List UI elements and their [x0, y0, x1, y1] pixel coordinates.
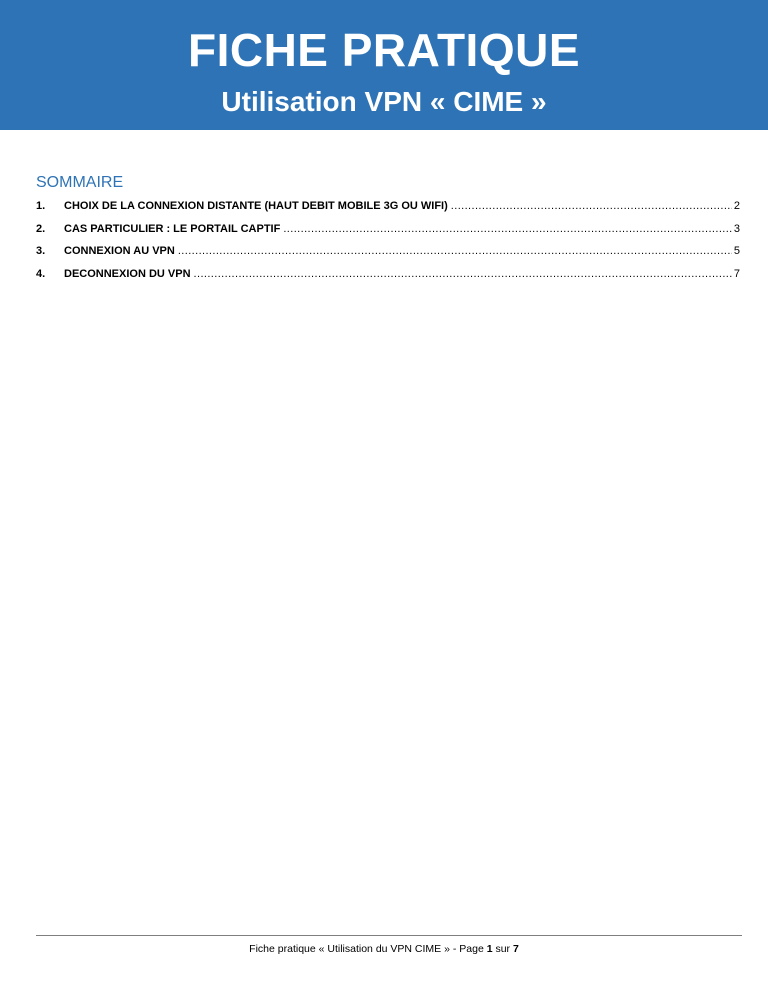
- toc-entry-page: 3: [733, 222, 740, 235]
- toc-entry-label: DECONNEXION DU VPN: [64, 267, 191, 280]
- document-subtitle: Utilisation VPN « CIME »: [221, 86, 547, 117]
- toc-entry-4[interactable]: [36, 263, 740, 286]
- toc-entry-1[interactable]: [36, 195, 740, 218]
- footer-text: Fiche pratique « Utilisation du VPN CIME » - Page: [249, 943, 487, 955]
- toc-dot-leader: [283, 218, 732, 241]
- footer-page-total: 7: [512, 943, 519, 955]
- toc-entry-number: 3.: [36, 245, 46, 257]
- footer-separator: sur: [492, 943, 513, 955]
- toc-entry-label: CONNEXION AU VPN: [64, 245, 175, 257]
- toc-entry-number: 4.: [36, 267, 46, 280]
- toc-entry-3[interactable]: [36, 240, 740, 263]
- page-footer: [0, 942, 768, 956]
- footer-divider: [36, 935, 742, 936]
- toc-heading: SOMMAIRE: [36, 174, 124, 191]
- document-title: FICHE PRATIQUE: [187, 24, 581, 76]
- toc-entry-2[interactable]: [36, 218, 740, 241]
- toc-entry-page: 5: [733, 245, 740, 257]
- toc-entry-label: CHOIX DE LA CONNEXION DISTANTE (HAUT DEBIT MOBILE 3G OU WIFI): [64, 200, 448, 212]
- toc-entry-label: CAS PARTICULIER : LE PORTAIL CAPTIF: [64, 222, 281, 235]
- toc-dot-leader: [194, 263, 732, 286]
- toc-entry-number: 2.: [36, 222, 46, 235]
- footer-page-current: 1: [486, 943, 493, 955]
- toc-dot-leader: [451, 195, 732, 218]
- toc-entry-number: 1.: [36, 200, 46, 212]
- toc-entry-page: 7: [733, 267, 740, 280]
- title-banner: [0, 0, 768, 130]
- table-of-contents: [36, 195, 740, 285]
- toc-entry-page: 2: [733, 200, 740, 212]
- toc-dot-leader: [178, 240, 732, 263]
